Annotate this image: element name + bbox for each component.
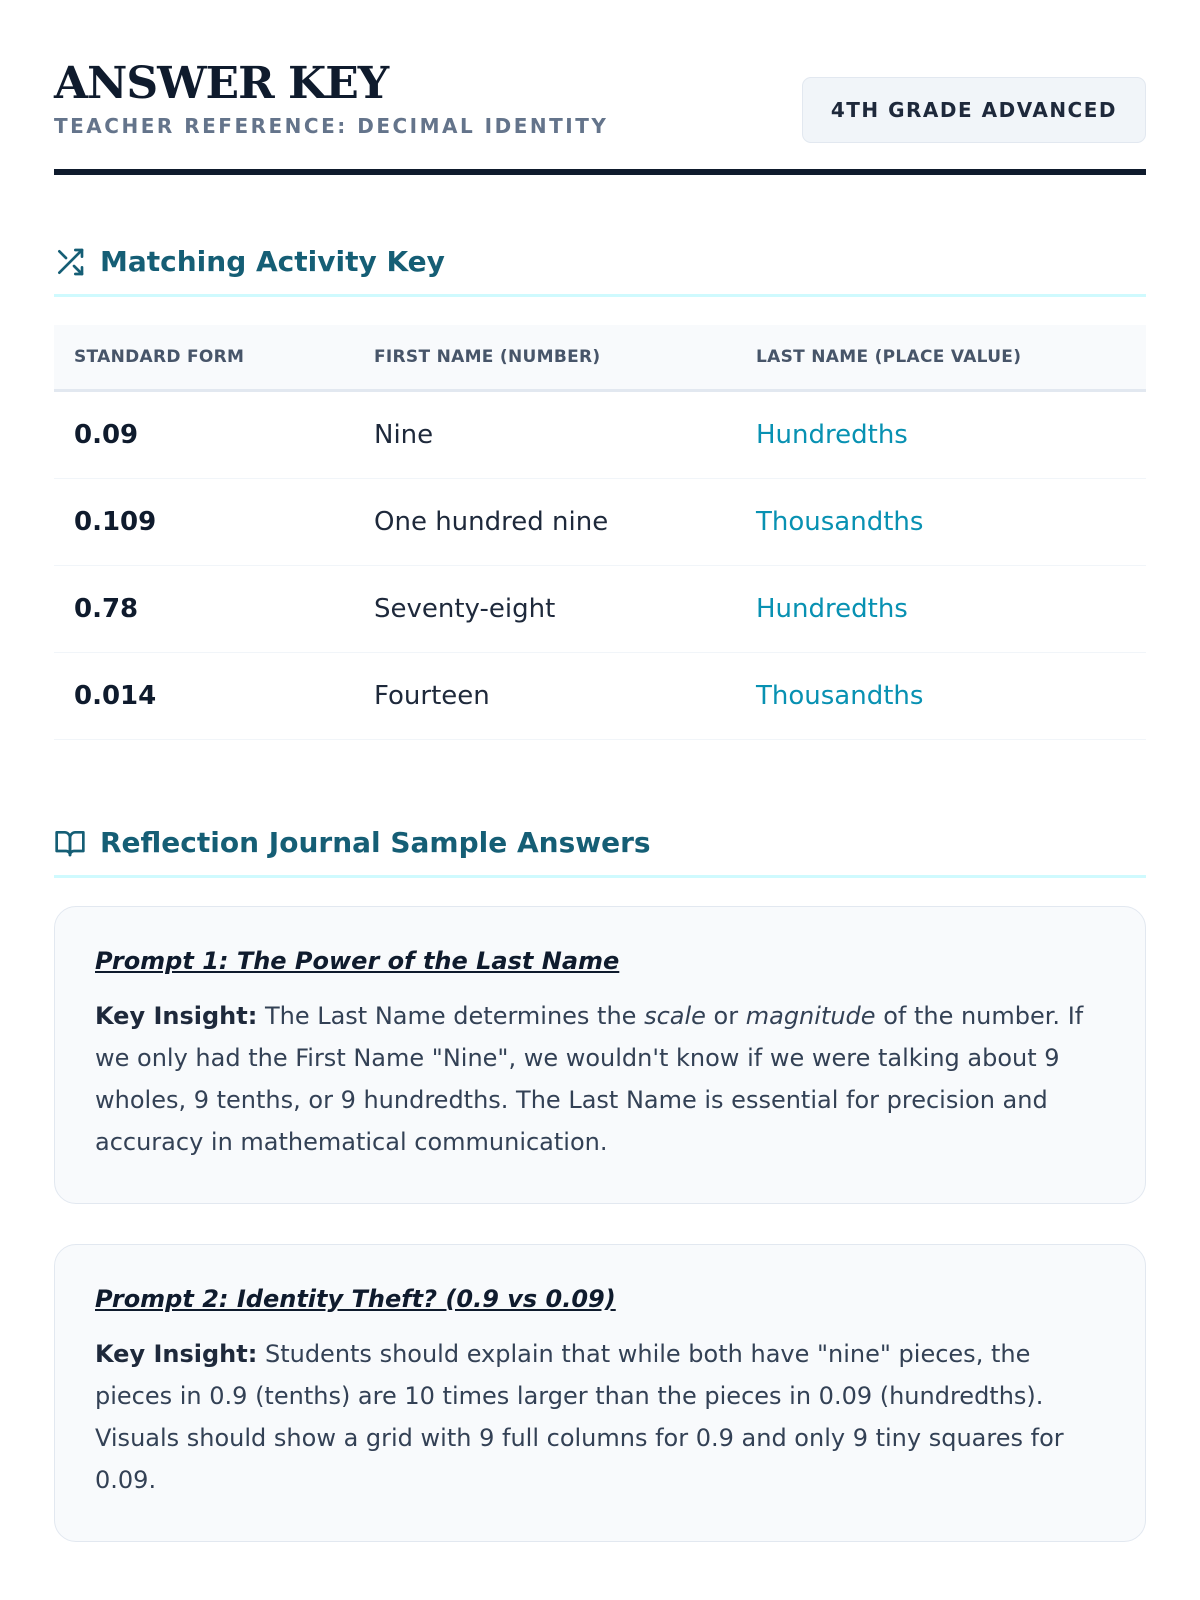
last-name-cell: Hundredths bbox=[736, 566, 1146, 653]
page-header bbox=[54, 58, 1146, 175]
first-name-cell: Fourteen bbox=[354, 653, 736, 740]
matching-section-label: Matching Activity Key bbox=[100, 245, 445, 278]
prompt-answer bbox=[95, 995, 1105, 1163]
table-row bbox=[54, 566, 1146, 653]
answer-text: of the number. If we only had the First Name "Nine", we wouldn't know if we were talking about 9 wholes, 9 tenths, or 9 hundredths. The Last Name is essential for precision and accuracy in mathematical communication. bbox=[95, 1002, 1084, 1156]
title-block bbox=[54, 58, 608, 138]
column-header-last-name: LAST NAME (PLACE VALUE) bbox=[736, 325, 1146, 391]
prompt-card-1 bbox=[54, 906, 1146, 1204]
table-row bbox=[54, 653, 1146, 740]
answer-text: Students should explain that while both have "nine" pieces, the pieces in 0.9 (tenths) are 10 times larger than the pieces in 0.09 (hundredths). Visuals should show a grid with 9 full columns for 0.9 and only 9 tiny squares for 0.09. bbox=[95, 1340, 1064, 1494]
column-header-first-name: FIRST NAME (NUMBER) bbox=[354, 325, 736, 391]
last-name-cell: Hundredths bbox=[736, 391, 1146, 479]
last-name-cell: Thousandths bbox=[736, 479, 1146, 566]
last-name-cell: Thousandths bbox=[736, 653, 1146, 740]
answer-emphasis: scale bbox=[644, 1002, 706, 1030]
standard-form-cell: 0.014 bbox=[54, 653, 354, 740]
key-insight-label: Key Insight: bbox=[95, 1340, 258, 1368]
grade-badge: 4TH GRADE ADVANCED bbox=[802, 77, 1146, 143]
answer-text: The Last Name determines the bbox=[257, 1002, 645, 1030]
prompt-heading: Prompt 1: The Power of the Last Name bbox=[95, 947, 620, 975]
standard-form-cell: 0.09 bbox=[54, 391, 354, 479]
page-title: ANSWER KEY bbox=[54, 58, 389, 109]
first-name-cell: One hundred nine bbox=[354, 479, 736, 566]
answer-text: or bbox=[705, 1002, 746, 1030]
reflection-section-label: Reflection Journal Sample Answers bbox=[100, 826, 651, 859]
key-insight-label: Key Insight: bbox=[95, 1002, 258, 1030]
shuffle-icon bbox=[54, 246, 86, 278]
prompt-card-2 bbox=[54, 1244, 1146, 1542]
page-subtitle: TEACHER REFERENCE: DECIMAL IDENTITY bbox=[54, 114, 609, 138]
prompt-answer bbox=[95, 1333, 1105, 1501]
column-header-standard: STANDARD FORM bbox=[54, 325, 354, 391]
reflection-section-title bbox=[54, 826, 1146, 878]
open-book-icon bbox=[54, 827, 86, 859]
matching-section-title bbox=[54, 245, 1146, 297]
table-row bbox=[54, 479, 1146, 566]
table-header-row bbox=[54, 325, 1146, 391]
first-name-cell: Seventy-eight bbox=[354, 566, 736, 653]
prompt-heading: Prompt 2: Identity Theft? (0.9 vs 0.09) bbox=[95, 1285, 616, 1313]
standard-form-cell: 0.78 bbox=[54, 566, 354, 653]
matching-key-table bbox=[54, 325, 1146, 740]
first-name-cell: Nine bbox=[354, 391, 736, 479]
answer-emphasis: magnitude bbox=[745, 1002, 876, 1030]
standard-form-cell: 0.109 bbox=[54, 479, 354, 566]
table-row bbox=[54, 391, 1146, 479]
